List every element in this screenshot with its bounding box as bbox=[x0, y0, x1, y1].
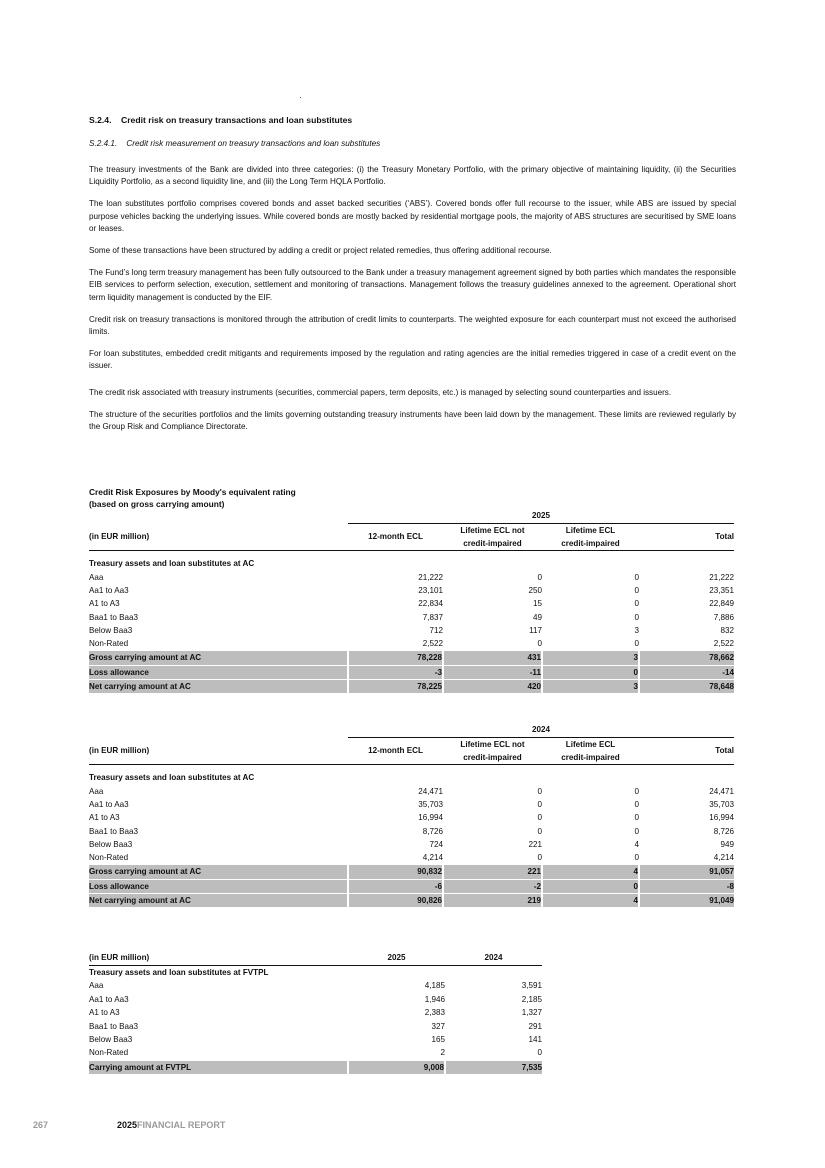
value-cell: 0 bbox=[634, 599, 639, 609]
paragraph: For loan substitutes, embedded credit mitigants and requirements imposed by the regulation and rating agencies are the initial remedies triggered in case of a credit event on the issuer. bbox=[89, 349, 736, 371]
table-row bbox=[89, 785, 734, 798]
value-cell: 0 bbox=[634, 813, 639, 823]
section-heading: S.2.4. Credit risk on treasury transactions and loan substitutes bbox=[89, 115, 353, 125]
unit-label: (in EUR million) bbox=[89, 950, 348, 966]
total-row bbox=[89, 879, 734, 893]
total-value-cell: 431 bbox=[443, 651, 542, 665]
section-label: Treasury assets and loan substitutes at AC bbox=[89, 773, 255, 783]
total-value-cell: 4 bbox=[542, 894, 639, 908]
year-header: 2025 bbox=[348, 510, 734, 523]
total-value-cell: 91,057 bbox=[639, 865, 734, 879]
rating-label: Below Baa3 bbox=[89, 839, 133, 849]
paragraph: The credit risk associated with treasury instruments (securities, commercial papers, term deposits, etc.) is managed by selecting sound counterparties and issuers. bbox=[89, 387, 672, 397]
total-row bbox=[89, 680, 734, 694]
value-cell: 0 bbox=[537, 786, 542, 796]
value-cell: 712 bbox=[429, 625, 443, 635]
rating-label: Non-Rated bbox=[89, 1048, 129, 1058]
value-cell: 35,703 bbox=[418, 799, 443, 809]
value-cell: 16,994 bbox=[418, 813, 443, 823]
table-row bbox=[89, 584, 734, 597]
paragraph: Some of these transactions have been structured by adding a credit or project related remedies, thus offering additional recourse. bbox=[89, 246, 552, 256]
table-row bbox=[89, 825, 734, 838]
section-row bbox=[89, 966, 542, 980]
rating-label: A1 to A3 bbox=[89, 813, 120, 823]
table-row bbox=[89, 851, 734, 865]
value-cell: 0 bbox=[634, 799, 639, 809]
table-row bbox=[89, 1020, 542, 1033]
value-cell: 165 bbox=[431, 1035, 445, 1045]
value-cell: 8,726 bbox=[422, 826, 443, 836]
rating-label: Aa1 to Aa3 bbox=[89, 994, 129, 1004]
total-value-cell: 9,008 bbox=[348, 1060, 445, 1074]
col-lifetime-impaired bbox=[542, 737, 639, 765]
col-total: Total bbox=[715, 746, 734, 756]
header-line: credit-impaired bbox=[463, 753, 522, 763]
total-value-cell: 7,535 bbox=[445, 1060, 542, 1074]
report-title bbox=[117, 1120, 225, 1130]
value-cell: 16,994 bbox=[709, 813, 734, 823]
table-row bbox=[89, 838, 734, 851]
value-cell: 4 bbox=[634, 839, 639, 849]
rating-label: Baa1 to Baa3 bbox=[89, 612, 139, 622]
column-header-row bbox=[89, 523, 734, 551]
header-line: credit-impaired bbox=[561, 539, 620, 549]
ecl-table-2024 bbox=[89, 724, 734, 907]
value-cell: 250 bbox=[528, 585, 542, 595]
total-label: Loss allowance bbox=[89, 879, 348, 893]
section-label: Treasury assets and loan substitutes at FVTPL bbox=[89, 968, 269, 977]
paragraph: The structure of the securities portfolios and the limits governing outstanding treasury instruments have been laid down by the management. These limits are reviewed regularly by the Group Risk and Compliance Directorate. bbox=[89, 409, 736, 432]
value-cell: 0 bbox=[537, 813, 542, 823]
paragraph: The loan substitutes portfolio comprises covered bonds and asset backed securities (‘ABS’). Covered bonds offer full recourse to the issuer, while ABS are issued by special purpose vehicles backing the underlying issues. While covered bonds are mostly backed by residential mortgage pools, the majority of ABS structures are securitised by SME loans or leases. bbox=[89, 199, 736, 233]
header-line: credit-impaired bbox=[463, 539, 522, 549]
col-total: Total bbox=[715, 532, 734, 542]
value-cell: 15 bbox=[532, 599, 542, 609]
total-value-cell: 91,049 bbox=[639, 894, 734, 908]
value-cell: 4,214 bbox=[713, 853, 734, 863]
value-cell: 8,726 bbox=[713, 826, 734, 836]
value-cell: 0 bbox=[634, 612, 639, 622]
rating-label: Below Baa3 bbox=[89, 625, 133, 635]
stray-dot bbox=[300, 97, 301, 98]
header-line: Lifetime ECL not bbox=[460, 525, 525, 535]
value-cell: 2,185 bbox=[521, 994, 542, 1004]
header-line: Lifetime ECL not bbox=[460, 739, 525, 749]
table-row bbox=[89, 1046, 542, 1060]
table-row bbox=[89, 979, 542, 992]
column-header-row bbox=[89, 737, 734, 765]
header-line: Lifetime ECL bbox=[565, 525, 616, 535]
table-row bbox=[89, 624, 734, 637]
total-row bbox=[89, 651, 734, 665]
total-label: Gross carrying amount at AC bbox=[89, 865, 348, 879]
section-row bbox=[89, 551, 734, 571]
total-value-cell: -3 bbox=[348, 665, 443, 679]
value-cell: 221 bbox=[528, 839, 542, 849]
rating-label: Non-Rated bbox=[89, 853, 129, 863]
col-lifetime-not-impaired bbox=[443, 737, 542, 765]
table-row bbox=[89, 571, 734, 584]
table-row bbox=[89, 597, 734, 610]
rating-label: Aaa bbox=[89, 786, 104, 796]
total-value-cell: 78,225 bbox=[348, 680, 443, 694]
col-lifetime-not-impaired bbox=[443, 523, 542, 551]
rating-label: Aaa bbox=[89, 981, 104, 991]
table-row bbox=[89, 1006, 542, 1019]
ecl-table-2025 bbox=[89, 510, 734, 693]
value-cell: 0 bbox=[634, 786, 639, 796]
value-cell: 0 bbox=[537, 639, 542, 649]
col-2025: 2025 bbox=[348, 950, 445, 966]
section-row bbox=[89, 765, 734, 785]
value-cell: 0 bbox=[634, 826, 639, 836]
value-cell: 0 bbox=[634, 853, 639, 863]
value-cell: 21,222 bbox=[418, 572, 443, 582]
table-caption bbox=[89, 486, 296, 510]
rating-label: Baa1 to Baa3 bbox=[89, 826, 139, 836]
value-cell: 3 bbox=[634, 625, 639, 635]
total-row bbox=[89, 894, 734, 908]
value-cell: 0 bbox=[537, 799, 542, 809]
value-cell: 23,101 bbox=[418, 585, 443, 595]
value-cell: 23,351 bbox=[709, 585, 734, 595]
total-value-cell: -2 bbox=[443, 879, 542, 893]
section-label: Treasury assets and loan substitutes at AC bbox=[89, 559, 255, 569]
total-value-cell: 78,228 bbox=[348, 651, 443, 665]
value-cell: 7,837 bbox=[422, 612, 443, 622]
value-cell: 4,214 bbox=[422, 853, 443, 863]
paragraph: The Fund’s long term treasury management has been fully outsourced to the Bank under a treasury management agreement signed by both parties which mandates the responsible EIB services to perform selection, execution, settlement and monitoring of transactions. Management follows the treasury guidelines annexed to the agreement. Operational short term liquidity management is conducted by the EIF. bbox=[89, 268, 736, 302]
value-cell: 2,383 bbox=[424, 1008, 445, 1018]
total-value-cell: 90,826 bbox=[348, 894, 443, 908]
value-cell: 949 bbox=[720, 839, 734, 849]
rating-label: A1 to A3 bbox=[89, 599, 120, 609]
total-row bbox=[89, 665, 734, 679]
value-cell: 3,591 bbox=[521, 981, 542, 991]
value-cell: 2,522 bbox=[422, 639, 443, 649]
paragraph: Credit risk on treasury transactions is monitored through the attribution of credit limits to counterparts. The weighted exposure for each counterpart must not exceed the authorised limits. bbox=[89, 314, 736, 337]
total-value-cell: -8 bbox=[639, 879, 734, 893]
table-caption-basis: (based on gross carrying amount) bbox=[89, 499, 225, 509]
report-title-text: FINANCIAL REPORT bbox=[137, 1120, 226, 1130]
year-row bbox=[89, 724, 734, 737]
value-cell: 24,471 bbox=[709, 786, 734, 796]
col-2024: 2024 bbox=[445, 950, 542, 966]
total-value-cell: 78,648 bbox=[639, 680, 734, 694]
value-cell: 2,522 bbox=[713, 639, 734, 649]
total-label: Carrying amount at FVTPL bbox=[89, 1060, 348, 1074]
total-value-cell: 90,832 bbox=[348, 865, 443, 879]
value-cell: 49 bbox=[532, 612, 542, 622]
value-cell: 0 bbox=[537, 826, 542, 836]
total-value-cell: 219 bbox=[443, 894, 542, 908]
total-value-cell: 0 bbox=[542, 879, 639, 893]
table-row bbox=[89, 611, 734, 624]
paragraph: The treasury investments of the Bank are divided into three categories: (i) the Treasury Monetary Portfolio, with the primary objective of maintaining liquidity, (ii) the Securities Liquidity Portfolio, as a second liquidity line, and (iii) the Long Term HQLA Portfolio. bbox=[89, 165, 736, 187]
total-value-cell: 420 bbox=[443, 680, 542, 694]
total-value-cell: 4 bbox=[542, 865, 639, 879]
rating-label: Aa1 to Aa3 bbox=[89, 585, 129, 595]
value-cell: 22,834 bbox=[418, 599, 443, 609]
total-label: Net carrying amount at AC bbox=[89, 894, 348, 908]
total-value-cell: 221 bbox=[443, 865, 542, 879]
total-value-cell: 0 bbox=[542, 665, 639, 679]
value-cell: 24,471 bbox=[418, 786, 443, 796]
table-row bbox=[89, 1033, 542, 1046]
total-value-cell: 78,662 bbox=[639, 651, 734, 665]
total-value-cell: -6 bbox=[348, 879, 443, 893]
total-value-cell: 3 bbox=[542, 680, 639, 694]
total-value-cell: -11 bbox=[443, 665, 542, 679]
header-line: credit-impaired bbox=[561, 753, 620, 763]
value-cell: 0 bbox=[537, 572, 542, 582]
value-cell: 1,327 bbox=[521, 1008, 542, 1018]
value-cell: 1,946 bbox=[424, 994, 445, 1004]
col-12m-ecl: 12-month ECL bbox=[368, 532, 423, 542]
value-cell: 21,222 bbox=[709, 572, 734, 582]
value-cell: 291 bbox=[528, 1021, 542, 1031]
rating-label: Aaa bbox=[89, 572, 104, 582]
subsection-heading: S.2.4.1. Credit risk measurement on treasury transactions and loan substitutes bbox=[89, 139, 381, 148]
rating-label: Below Baa3 bbox=[89, 1035, 133, 1045]
value-cell: 0 bbox=[537, 1048, 542, 1058]
total-label: Gross carrying amount at AC bbox=[89, 651, 348, 665]
rating-label: Non-Rated bbox=[89, 639, 129, 649]
page-footer bbox=[33, 1120, 226, 1130]
value-cell: 22,849 bbox=[709, 599, 734, 609]
table-row bbox=[89, 993, 542, 1006]
total-row bbox=[89, 865, 734, 879]
value-cell: 0 bbox=[634, 639, 639, 649]
value-cell: 141 bbox=[528, 1035, 542, 1045]
value-cell: 327 bbox=[431, 1021, 445, 1031]
unit-label: (in EUR million) bbox=[89, 746, 150, 756]
value-cell: 4,185 bbox=[424, 981, 445, 991]
table-row bbox=[89, 637, 734, 651]
rating-label: Baa1 to Baa3 bbox=[89, 1021, 139, 1031]
value-cell: 0 bbox=[634, 572, 639, 582]
value-cell: 35,703 bbox=[709, 799, 734, 809]
value-cell: 2 bbox=[440, 1048, 445, 1058]
col-lifetime-impaired bbox=[542, 523, 639, 551]
rating-label: A1 to A3 bbox=[89, 1008, 120, 1018]
header-line: Lifetime ECL bbox=[565, 739, 616, 749]
spacer-cell bbox=[89, 724, 348, 737]
year-header: 2024 bbox=[348, 724, 734, 737]
unit-label: (in EUR million) bbox=[89, 532, 150, 542]
rating-label: Aa1 to Aa3 bbox=[89, 799, 129, 809]
table-row bbox=[89, 798, 734, 811]
report-year: 2025 bbox=[117, 1120, 138, 1130]
value-cell: 0 bbox=[634, 585, 639, 595]
total-value-cell: -14 bbox=[639, 665, 734, 679]
total-value-cell: 3 bbox=[542, 651, 639, 665]
total-row bbox=[89, 1060, 542, 1074]
column-header-row bbox=[89, 950, 542, 966]
total-label: Loss allowance bbox=[89, 665, 348, 679]
value-cell: 724 bbox=[429, 839, 443, 849]
year-row bbox=[89, 510, 734, 523]
value-cell: 832 bbox=[720, 625, 734, 635]
total-label: Net carrying amount at AC bbox=[89, 680, 348, 694]
page-number: 267 bbox=[33, 1120, 49, 1130]
col-12m-ecl: 12-month ECL bbox=[368, 746, 423, 756]
body-text bbox=[89, 164, 736, 433]
value-cell: 0 bbox=[537, 853, 542, 863]
table-caption-title: Credit Risk Exposures by Moody's equivalent rating bbox=[89, 487, 296, 497]
table-row bbox=[89, 811, 734, 824]
fvtpl-table bbox=[89, 950, 542, 1074]
value-cell: 7,886 bbox=[713, 612, 734, 622]
value-cell: 117 bbox=[529, 625, 542, 635]
spacer-cell bbox=[89, 510, 348, 523]
